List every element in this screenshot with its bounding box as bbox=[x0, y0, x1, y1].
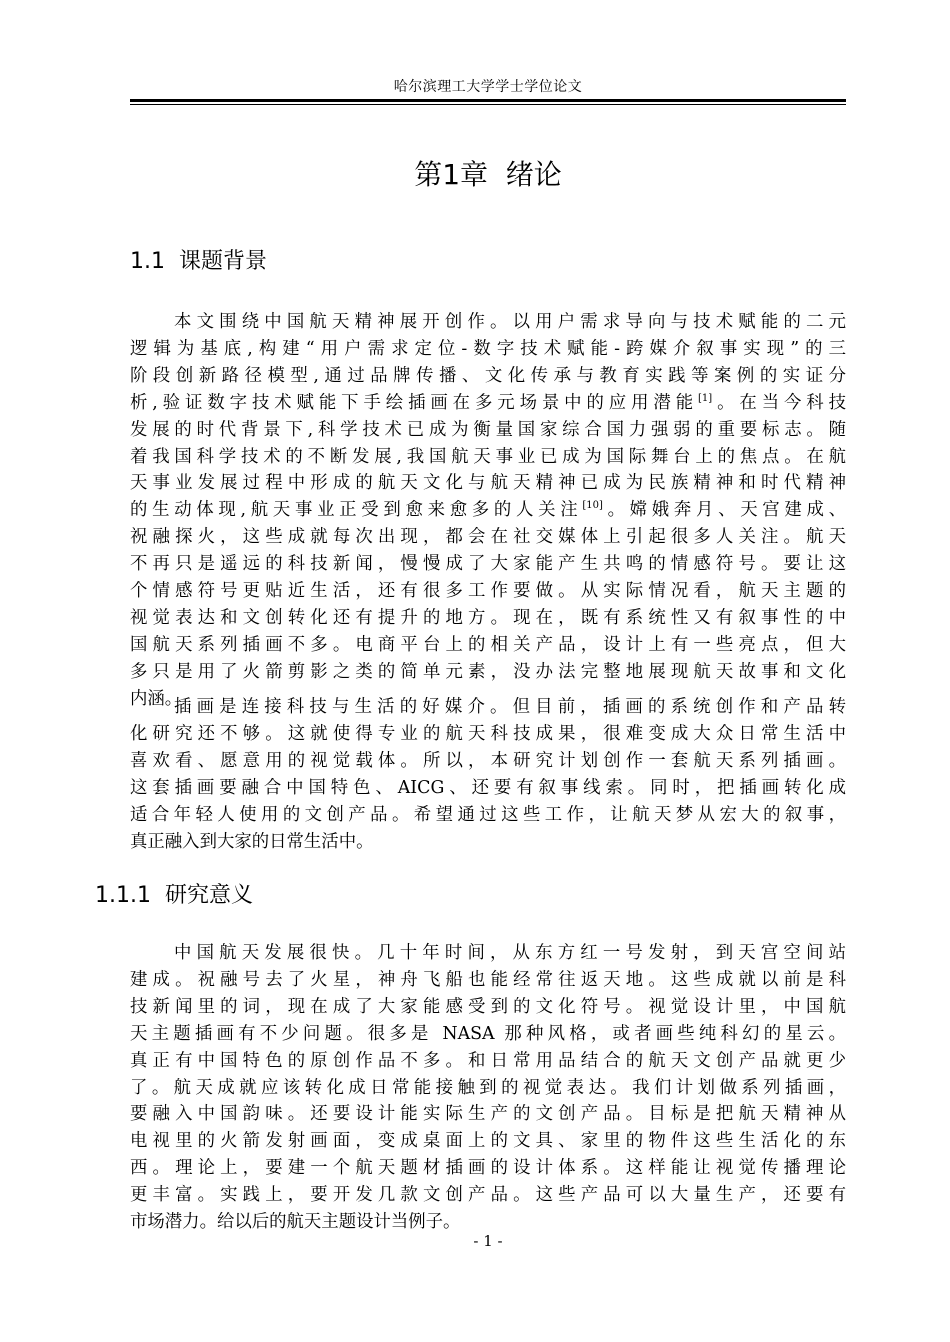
text-line: 真正融入到大家的日常生活中。 bbox=[130, 831, 374, 852]
text-line: 国航天系列插画不多。电商平台上的相关产品，设计上有一些亮点，但大 bbox=[130, 634, 846, 655]
text-line: 个情感符号更贴近生活，还有很多工作要做。从实际情况看，航天主题的 bbox=[130, 581, 846, 602]
background-paragraph-1 bbox=[130, 309, 846, 713]
text-line: 市场潜力。给以后的航天主题设计当例子。 bbox=[130, 1212, 461, 1233]
text-line: 要融入中国韵味。还要设计能实际生产的文创产品。目标是把航天精神从 bbox=[130, 1104, 846, 1125]
text-line: 中国航天发展很快。几十年时间，从东方红一号发射，到天宫空间站 bbox=[174, 943, 846, 963]
text-line: 西。理论上，要建一个航天题材插画的设计体系。这样能让视觉传播理论 bbox=[130, 1158, 846, 1179]
subsection-heading: 1.1.1 研究意义 bbox=[95, 883, 253, 908]
text-line: 这套插画要融合中国特色、AICG、还要有叙事线索。同时，把插画转化成 bbox=[130, 777, 846, 798]
text-line: 电视里的火箭发射画面，变成桌面上的文具、家里的物件这些生活化的东 bbox=[130, 1131, 846, 1152]
section-heading: 1.1 课题背景 bbox=[130, 249, 267, 274]
significance-paragraph bbox=[130, 940, 846, 1236]
text-line-with-citation bbox=[130, 390, 846, 417]
text-line: 真正有中国特色的原创作品不多。和日常用品结合的航天文创产品就更少 bbox=[130, 1050, 846, 1071]
text-line: 天主题插画有不少问题。很多是 NASA 那种风格，或者画些纯科幻的星云。 bbox=[130, 1023, 846, 1044]
text-line: 发展的时代背景下,科学技术已成为衡量国家综合国力强弱的重要标志。随 bbox=[130, 419, 846, 440]
citation-ref-1: [1] bbox=[698, 392, 713, 404]
header-rule-thick bbox=[130, 99, 846, 102]
chapter-title: 第1章 绪论 bbox=[414, 158, 562, 191]
text-line-with-citation bbox=[130, 497, 846, 524]
text-segment: 的生动体现,航天事业正受到愈来愈多的人关注 bbox=[130, 500, 583, 521]
text-line: 适合年轻人使用的文创产品。希望通过这些工作，让航天梦从宏大的叙事， bbox=[130, 804, 846, 825]
header-rule-thin bbox=[130, 104, 846, 105]
text-line: 内涵。 bbox=[130, 688, 183, 709]
citation-ref-10: [10] bbox=[582, 500, 603, 512]
text-line: 天事业发展过程中形成的航天文化与航天精神已成为民族精神和时代精神 bbox=[130, 473, 846, 494]
text-segment: 。嫦娥奔月、天宫建成、 bbox=[602, 500, 846, 521]
text-segment: 。在当今科技 bbox=[712, 392, 846, 413]
text-line: 本文围绕中国航天精神展开创作。以用户需求导向与技术赋能的二元 bbox=[174, 312, 846, 332]
text-line: 着我国科学技术的不断发展,我国航天事业已成为国际舞台上的焦点。在航 bbox=[130, 446, 846, 467]
text-line: 不再只是遥远的科技新闻，慢慢成了大家能产生共鸣的情感符号。要让这 bbox=[130, 554, 846, 575]
text-line: 逻辑为基底,构建“用户需求定位-数字技术赋能-跨媒介叙事实现”的三 bbox=[130, 338, 846, 359]
text-line: 化研究还不够。这就使得专业的航天科技成果，很难变成大众日常生活中 bbox=[130, 723, 846, 744]
page-number: - 1 - bbox=[473, 1232, 503, 1250]
text-line: 祝融探火，这些成就每次出现，都会在社交媒体上引起很多人关注。航天 bbox=[130, 527, 846, 548]
text-line: 了。航天成就应该转化成日常能接触到的视觉表达。我们计划做系列插画， bbox=[130, 1077, 846, 1098]
text-line: 建成。祝融号去了火星，神舟飞船也能经常往返天地。这些成就以前是科 bbox=[130, 969, 846, 990]
text-line: 喜欢看、愿意用的视觉载体。所以，本研究计划创作一套航天系列插画。 bbox=[130, 750, 846, 771]
text-line: 多只是用了火箭剪影之类的简单元素，没办法完整地展现航天故事和文化 bbox=[130, 661, 846, 682]
text-line: 视觉表达和文创转化还有提升的地方。现在，既有系统性又有叙事性的中 bbox=[130, 607, 846, 628]
text-line: 插画是连接科技与生活的好媒介。但目前，插画的系统创作和产品转 bbox=[174, 697, 846, 717]
background-paragraph-2 bbox=[130, 694, 846, 855]
running-header: 哈尔滨理工大学学士学位论文 bbox=[393, 79, 583, 95]
text-segment: 析,验证数字技术赋能下手绘插画在多元场景中的应用潜能 bbox=[130, 392, 698, 413]
text-line: 技新闻里的词，现在成了大家能感受到的文化符号。视觉设计里，中国航 bbox=[130, 996, 846, 1017]
text-line: 更丰富。实践上，要开发几款文创产品。这些产品可以大量生产，还要有 bbox=[130, 1185, 846, 1206]
text-line: 阶段创新路径模型,通过品牌传播、文化传承与教育实践等案例的实证分 bbox=[130, 365, 846, 386]
